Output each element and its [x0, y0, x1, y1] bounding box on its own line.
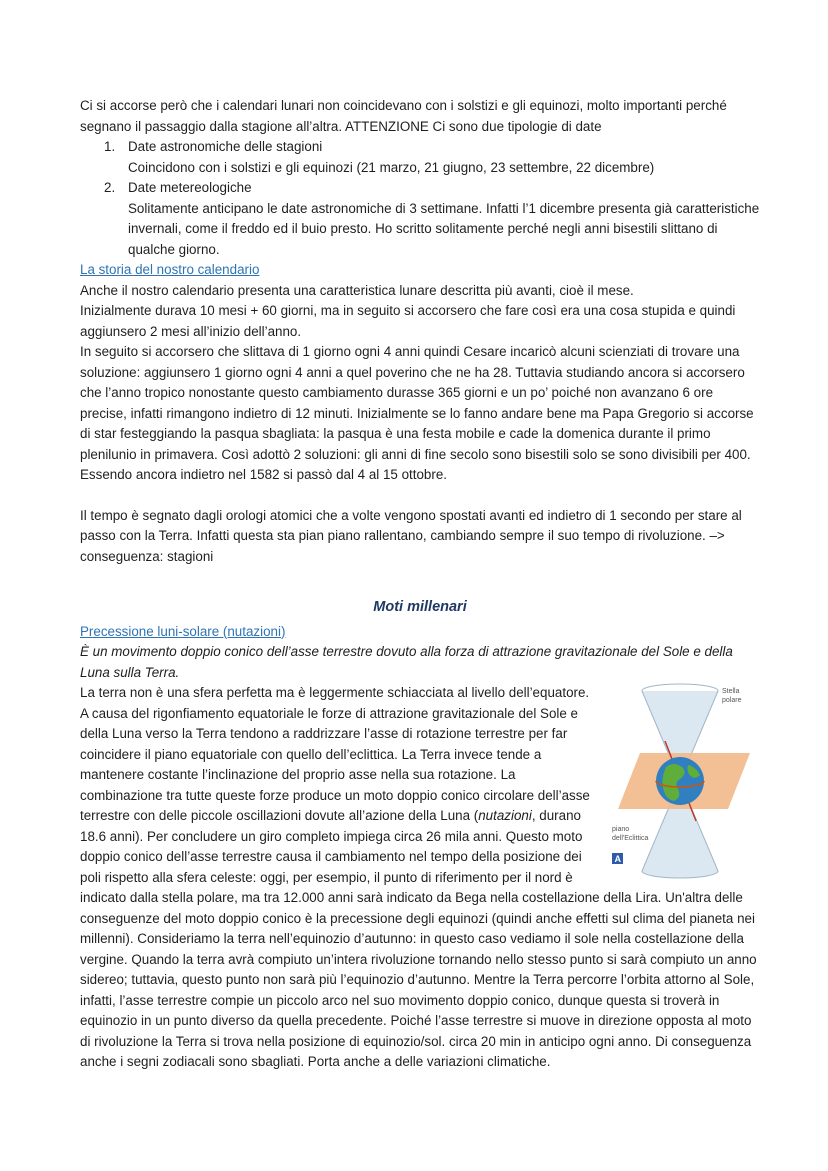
list-item	[80, 178, 760, 260]
double-cone-diagram	[610, 681, 760, 881]
list-item-title: Date astronomiche delle stagioni	[128, 139, 323, 154]
list-item-body: Coincidono con i solstizi e gli equinozi (21 marzo, 21 giugno, 23 settembre, 22 dicembre)	[128, 159, 655, 175]
calendar-paragraph-1: Anche il nostro calendario presenta una caratteristica lunare descritta più avanti, cioè il mese.	[80, 282, 634, 298]
precession-definition: È un movimento doppio conico dell’asse terrestre dovuto alla forza di attrazione gravitazionale del Sole e della Luna sulla Terra.	[80, 644, 733, 680]
list-item-title: Date metereologiche	[128, 180, 252, 195]
list-item-body: Solitamente anticipano le date astronomiche di 3 settimane. Infatti l’1 dicembre presenta già caratteristiche invernali, come il freddo ed il buio presto. Ho scritto solitamente perché negli anni bisestili slittano di qualche giorno.	[128, 200, 760, 257]
precession-section	[80, 683, 760, 1073]
list-item	[80, 137, 760, 178]
calendar-paragraph-3: In seguito si accorsero che slittava di 1 giorno ogni 4 anni quindi Cesare incaricò alcuni scienziati di trovare una soluzione: aggiunsero 1 giorno ogni 4 anni a quel poverino che ne ha 28. Tuttavia studiando ancora si accorsero che l’anno tropico nonostante questo cambiamento durasse 365 giorni e un po’ poiché non avanzano 6 ore precise, infatti rimangono indietro di 12 minuti. Inizialmente se lo fanno andare bene ma Papa Gregorio si accorse di star festeggiando la pasqua sbagliata: la pasqua è una festa mobile e cade la domenica durante il primo plenilunio in primavera. Così adottò 2 soluzioni: gli anni di fine secolo sono bisestili solo se sono divisibili per 400. Essendo ancora indietro nel 1582 si passò dal 4 al 15 ottobre.	[80, 344, 754, 482]
section-heading-calendar-history[interactable]: La storia del nostro calendario	[80, 262, 260, 277]
figure-label-plane-1: piano	[612, 826, 630, 833]
figure-label-star-1: Stella	[722, 688, 740, 695]
intro-paragraph: Ci si accorse però che i calendari lunari non coincidevano con i solstizi e gli equinozi, molto importanti perché segnano il passaggio dalla stagione all’altra. ATTENZIONE Ci sono due tipologie di date	[80, 98, 727, 134]
nutations-term: nutazioni	[478, 808, 532, 823]
precession-figure	[610, 681, 760, 881]
document-page	[80, 96, 760, 1073]
atomic-clock-paragraph: Il tempo è segnato dagli orologi atomici che a volte vengono spostati avanti ed indietro di 1 secondo per stare al passo con la Terra. Infatti questa sta pian piano rallentano, cambiando sempre il suo tempo di rivoluzione. –> conseguenza: stagioni	[80, 507, 742, 564]
date-types-list	[80, 137, 760, 260]
page-title-millenary-motions: Moti millenari	[373, 599, 467, 615]
section-heading-precession[interactable]: Precessione luni-solare (nutazioni)	[80, 623, 286, 639]
precession-text-part-2: , durano 18.6 anni). Per concludere un giro completo impiega circa 26 mila anni. Questo moto doppio conico dell’asse terrestre causa il cambiamento nel tempo della posizione dei poli rispetto alla sfera celeste: oggi, per esempio, il punto di riferimento per il nord è indicato dalla stella polare, ma tra 12.000 anni sarà indicato da Bega nella costellazione della Lira. Un'altra delle conseguenze del moto doppio conico è la precessione degli equinozi (quindi anche effetti sul clima del pianeta nei millenni). Consideriamo la terra nell’equinozio d’autunno: in questo caso vediamo il sole nella costellazione della vergine. Quando la terra avrà compiuto un’intera rivoluzione tornando nello stesso punto si sarà compiuto un anno sidereo; tuttavia, questo punto non sarà più l’equinozio d’autunno. Mentre la Terra percorre l’orbita attorno al Sole, infatti, l’asse terrestre compie un piccolo arco nel suo movimento doppio conico, dunque questa si troverà in equinozio in un punto diverso da quella precedente. Poiché l’asse terrestre si muove in direzione opposta al moto di rivoluzione la Terra si trova nella posizione di equinozio/sol. circa 20 min in anticipo ogni anno. Di conseguenza anche i segni zodiacali sono sbagliati. Porta anche a delle variazioni climatiche.	[80, 808, 757, 1069]
calendar-paragraph-2: Inizialmente durava 10 mesi + 60 giorni, ma in seguito si accorsero che fare così era una cosa stupida e quindi aggiunsero 2 mesi all’inizio dell’anno.	[80, 303, 736, 339]
precession-text-part-1: La terra non è una sfera perfetta ma è leggermente schiacciata al livello dell’equatore. A causa del rigonfiamento equatoriale le forze di attrazione gravitazionale del Sole e della Luna verso la Terra tendono a raddrizzare l’asse di rotazione terrestre per far coincidere il piano equatoriale con quello dell’eclittica. La Terra invece tende a mantenere costante l’inclinazione del proprio asse nella sua rotazione. La combinazione tra tutte queste forze produce un moto doppio conico circolare dell’asse terrestre con delle piccole oscillazioni dovute all’azione della Luna (	[80, 685, 590, 823]
list-number: 1.	[104, 139, 116, 154]
figure-label-star-2: polare	[722, 697, 742, 704]
figure-label-plane-2: dell'Eclittica	[612, 835, 649, 842]
list-number: 2.	[104, 180, 116, 195]
figure-badge-label: A	[614, 854, 621, 864]
